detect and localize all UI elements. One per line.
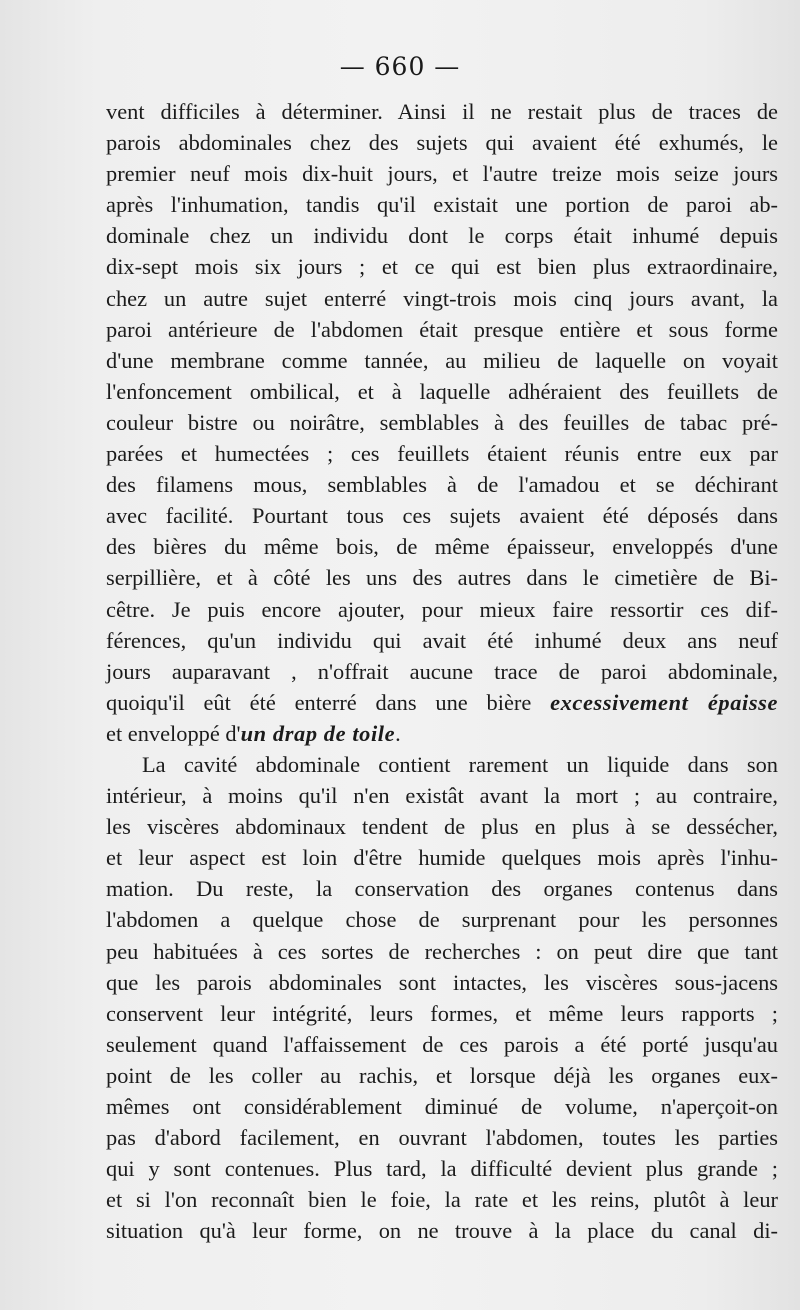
text-line: d'une membrane comme tannée, au milieu de laquelle on voyait: [106, 347, 778, 373]
text-line: mation. Du reste, la conservation des organes contenus dans: [106, 876, 778, 902]
text-line: paroi antérieure de l'abdomen était presque entière et sous forme: [106, 316, 778, 342]
text-line: cêtre. Je puis encore ajouter, pour mieux faire ressortir ces dif-: [106, 596, 778, 622]
italic-emphasis: un drap de toile: [240, 720, 396, 746]
text-line: l'abdomen a quelque chose de surprenant pour les personnes: [106, 907, 778, 933]
text-line: situation qu'à leur forme, on ne trouve à la place du canal di-: [106, 1218, 778, 1244]
text-line: seulement quand l'affaissement de ces parois a été porté jusqu'au: [106, 1031, 778, 1057]
italic-emphasis: excessivement épaisse: [550, 689, 778, 715]
paragraph-first-line: La cavité abdominale contient rarement un liquide dans son: [142, 751, 778, 777]
text-line: peu habituées à ces sortes de recherches : on peut dire que tant: [106, 938, 778, 964]
text-line: férences, qu'un individu qui avait été inhumé deux ans neuf: [106, 627, 778, 653]
text-line: que les parois abdominales sont intactes, les viscères sous-jacens: [106, 969, 778, 995]
text-line: point de les coller au rachis, et lorsque déjà les organes eux-: [106, 1062, 778, 1088]
text-line: pas d'abord facilement, en ouvrant l'abdomen, toutes les parties: [106, 1125, 778, 1151]
text-line: jours auparavant , n'offrait aucune trace de paroi abdominale,: [106, 658, 778, 684]
text-line: et si l'on reconnaît bien le foie, la rate et les reins, plutôt à leur: [106, 1187, 778, 1213]
text-line: après l'inhumation, tandis qu'il existait une portion de paroi ab-: [106, 192, 778, 218]
text-line: dominale chez un individu dont le corps était inhumé depuis: [106, 223, 778, 249]
text-line: et leur aspect est loin d'être humide quelques mois après l'inhu-: [106, 845, 778, 871]
text-line: dix-sept mois six jours ; et ce qui est bien plus extraordinaire,: [106, 254, 778, 280]
text-line: des filamens mous, semblables à de l'amadou et se déchirant: [106, 472, 778, 498]
text-line: avec facilité. Pourtant tous ces sujets avaient été déposés dans: [106, 503, 778, 529]
text-line: mêmes ont considérablement diminué de volume, n'aperçoit-on: [106, 1094, 778, 1119]
text-line: l'enfoncement ombilical, et à laquelle adhéraient des feuillets de: [106, 378, 778, 404]
text-line: vent difficiles à déterminer. Ainsi il ne restait plus de traces de: [106, 99, 778, 124]
text-line: des bières du même bois, de même épaisseur, enveloppés d'une: [106, 534, 778, 560]
text-line: conservent leur intégrité, leurs formes, et même leurs rapports ;: [106, 1000, 778, 1026]
text-line: parois abdominales chez des sujets qui avaient été exhumés, le: [106, 130, 778, 156]
paragraph-end-line: [106, 718, 778, 749]
text-fragment: et enveloppé d': [106, 720, 241, 746]
body-text: [106, 96, 778, 1246]
text-line: couleur bistre ou noirâtre, semblables à des feuilles de tabac pré-: [106, 409, 778, 435]
text-line: premier neuf mois dix-huit jours, et l'autre treize mois seize jours: [106, 161, 778, 187]
text-line-with-italic: [106, 687, 778, 718]
text-line: qui y sont contenues. Plus tard, la difficulté devient plus grande ;: [106, 1156, 778, 1182]
text-line: les viscères abdominaux tendent de plus en plus à se dessécher,: [106, 814, 778, 840]
page-number: — 660 —: [339, 52, 461, 81]
text-line: parées et humectées ; ces feuillets étaient réunis entre eux par: [106, 441, 778, 467]
text-line: chez un autre sujet enterré vingt-trois mois cinq jours avant, la: [106, 285, 778, 311]
text-fragment: quoiqu'il eût été enterré dans une bière: [106, 689, 551, 715]
text-line: serpillière, et à côté les uns des autres dans le cimetière de Bi-: [106, 565, 778, 591]
text-fragment: .: [395, 720, 401, 746]
text-line: intérieur, à moins qu'il n'en existât avant la mort ; au contraire,: [106, 783, 778, 809]
